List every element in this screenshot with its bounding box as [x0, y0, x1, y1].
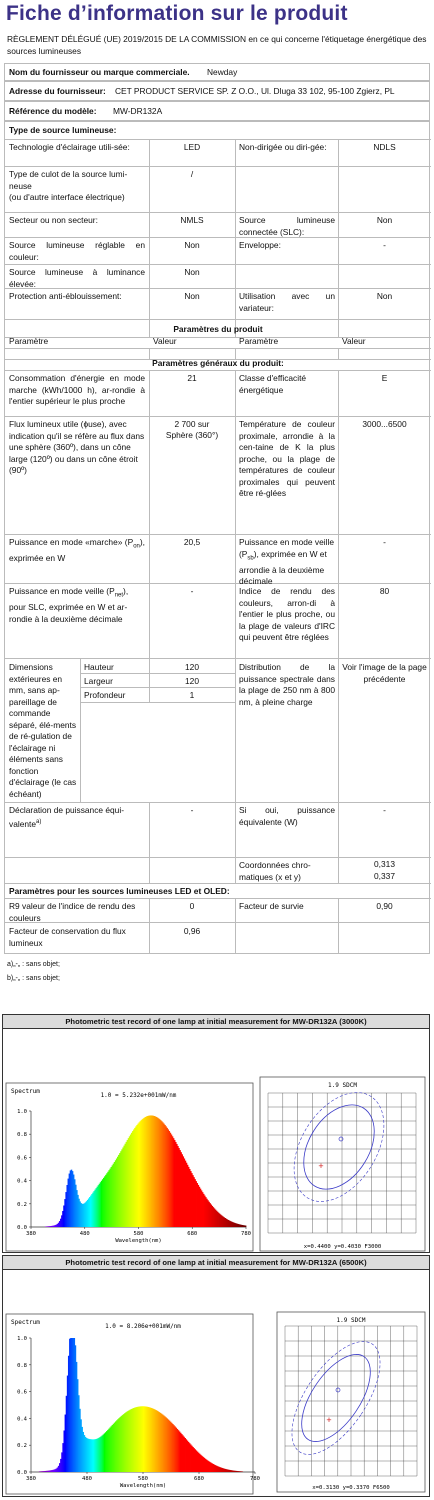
- product-params-header: Paramètres du produit: [173, 324, 263, 334]
- y-tick-label: 1.0: [17, 1109, 27, 1115]
- model-row: [4, 101, 430, 121]
- footnote-a: a)„-„ : sans objet;: [7, 961, 60, 968]
- width-value: 120: [185, 676, 199, 686]
- height-value: 120: [185, 662, 199, 672]
- regulation-text: RÈGLEMENT DÉLÉGUÉ (UE) 2019/2015 DE LA COMMISSION en ce qui concerne l'étiquetage énergétique des sources lumineuses: [7, 34, 427, 56]
- photometric-title: Photometric test record of one lamp at initial measurement for MW-DR132A (6500K): [3, 1256, 429, 1270]
- sdcm-frame: [260, 1077, 425, 1251]
- tunable-label: Source lumineuse réglable en couleur:: [9, 240, 145, 262]
- anti-glare-label: Protection anti-éblouissement:: [9, 291, 122, 301]
- sdcm-label: 1.9 SDCM: [328, 1082, 357, 1089]
- networked-standby-label: Puissance en mode veille $(P_{net})$, pour SLC, exprimée en W et ar-rondie à la deuxième décimale: [9, 586, 129, 624]
- col-param-1: Paramètre: [9, 336, 49, 346]
- address-row: [4, 81, 430, 101]
- luminous-flux-label: Flux lumineux utile (ɸuse), avec indication qu'il se réfère au flux dans une sphère (360º), dans un cône large (120º) ou dans un cône étroit (90º): [9, 419, 145, 475]
- cap-type-value: /: [190, 169, 194, 179]
- lumen-maintenance-label: Facteur de conservation du flux lumineux: [9, 926, 126, 948]
- cct-label: Température de couleur proximale, arrondie à la cen-taine de K la plus proche, ou la plage de températures de couleur proximales qui peuvent être ré-glées: [239, 419, 335, 498]
- y-tick-label: 0.2: [17, 1201, 27, 1208]
- cct-value: 3000...6500: [362, 419, 407, 429]
- anti-glare-value: Non: [184, 291, 200, 301]
- col-value-2: Valeur: [342, 336, 366, 346]
- y-tick-label: 0.2: [17, 1443, 27, 1450]
- efficiency-class-value: E: [381, 373, 388, 383]
- y-tick-label: 0.8: [17, 1362, 27, 1369]
- luminous-flux-value-1: 2 700 sur: [174, 419, 210, 429]
- equivalent-watt-value: -: [383, 805, 386, 815]
- y-tick-label: 0.6: [17, 1389, 27, 1396]
- photometric-record-6500k: [2, 1255, 430, 1497]
- footnote-b: b)„-„ : sans objet;: [7, 975, 60, 982]
- luminous-flux-value-2: Sphère (360°): [165, 430, 219, 440]
- lumen-maintenance-value: 0,96: [183, 926, 201, 936]
- photometric-graphic: [3, 1270, 431, 1496]
- sdcm-ellipse-outer: [275, 1327, 397, 1468]
- x-tick-label: 780: [241, 1231, 251, 1237]
- x-axis-label: Wavelength(nm): [115, 1238, 162, 1244]
- consumption-value: 21: [187, 373, 197, 383]
- x-tick-label: 580: [138, 1476, 148, 1482]
- survival-factor-value: 0,90: [376, 901, 393, 911]
- col-param-2: Paramètre: [239, 336, 279, 346]
- width-label: Largeur: [84, 676, 113, 686]
- consumption-label: Consommation d'énergie en mode marche (kWh/1000 h), ar-rondie à l'entier supérieur le plus proche: [9, 373, 145, 406]
- chromaticity-x: 0,313: [374, 859, 395, 869]
- supplier-row: [4, 63, 430, 81]
- page-title: Fiche d’information sur le produit: [6, 2, 348, 25]
- supplier-label: Nom du fournisseur ou marque commerciale.: [9, 67, 190, 77]
- target-point: [336, 1388, 340, 1392]
- spectrum-bar: [245, 1226, 246, 1227]
- mains-value: NMLS: [180, 215, 204, 225]
- networked-standby-value: -: [190, 586, 194, 596]
- supplier-value: Newday: [207, 67, 238, 77]
- tunable-value: Non: [184, 240, 200, 250]
- sdcm-label: 1.9 SDCM: [336, 1317, 366, 1324]
- standby-power-value: -: [383, 537, 386, 547]
- spectral-distribution-value: Voir l'image de la page précédente: [342, 662, 427, 684]
- normalization-label: 1.0 = 8.206e+001mW/nm: [105, 1323, 181, 1330]
- photometric-title: Photometric test record of one lamp at initial measurement for MW-DR132A (3000K): [3, 1015, 429, 1029]
- general-params-header: Paramètres généraux du produit:: [152, 358, 284, 368]
- equivalent-power-label: Déclaration de puissance équi-valente$^{a)}$: [9, 805, 124, 829]
- r9-value: 0: [189, 901, 195, 911]
- address-label: Adresse du fournisseur:: [9, 86, 106, 96]
- depth-label: Profondeur: [84, 690, 126, 700]
- dimmer-value: Non: [376, 291, 393, 301]
- measured-point: +: [318, 1161, 324, 1171]
- axis-title: Spectrum: [11, 1088, 40, 1095]
- standby-power-label: Puissance en mode veille $(P_{sb})$, exprimée en W et arrondie à la deuxième décimale: [239, 537, 334, 587]
- y-tick-label: 0.4: [17, 1416, 27, 1423]
- on-mode-power-value: 20,5: [183, 537, 201, 547]
- parameters-table: [4, 121, 430, 923]
- cap-type-note: (ou d'autre interface électrique): [9, 192, 125, 202]
- coordinates-label: x=0.4400 y=0.4030 F3000: [303, 1244, 382, 1250]
- spectrum-bar: [242, 1471, 244, 1472]
- model-value: MW-DR132A: [113, 106, 163, 116]
- chromaticity-label: Coordonnées chro-matiques (x et y): [239, 860, 311, 882]
- x-axis-label: Wavelength(nm): [119, 1483, 167, 1489]
- target-point: [339, 1137, 343, 1141]
- y-tick-label: 0.0: [17, 1470, 27, 1476]
- normalization-label: 1.0 = 5.232e+001mW/nm: [100, 1092, 177, 1099]
- on-mode-power-label: Puissance en mode «marche» $(P_{on})$, exprimée en W: [9, 537, 145, 564]
- height-label: Hauteur: [84, 662, 114, 672]
- source-type-header: Type de source lumineuse:: [9, 125, 117, 135]
- coordinates-label: x=0.3130 y=0.3370 F6500: [312, 1485, 390, 1491]
- cri-label: Indice de rendu des couleurs, arron-di à l'entier le plus proche, ou la plage de valeurs d'IRC qui peuvent être réglées: [239, 586, 335, 642]
- axis-title: Spectrum: [11, 1319, 40, 1326]
- depth-value: 1: [189, 690, 195, 700]
- x-tick-label: 680: [187, 1231, 198, 1237]
- photometric-record-3000k: [2, 1014, 430, 1253]
- sdcm-ellipse-outer: [276, 1076, 403, 1217]
- model-label: Référence du modèle:: [9, 106, 97, 116]
- cap-type-label: Type de culot de la source lumi-neuse: [9, 169, 128, 191]
- chromaticity-y: 0,337: [374, 871, 395, 881]
- high-luminance-value: Non: [184, 267, 200, 277]
- address-value: CET PRODUCT SERVICE SP. Z O.O., Ul. Dluga 33 102, 95-100 Zgierz, PL: [115, 86, 395, 96]
- directional-value: NDLS: [373, 142, 396, 152]
- x-tick-label: 380: [26, 1231, 36, 1237]
- led-params-header: Paramètres pour les sources lumineuses LED et OLED:: [9, 886, 230, 896]
- spectral-distribution-label: Distribution de la puissance spectrale dans la plage de 250 nm à 800 nm, à pleine charge: [239, 662, 335, 707]
- lumen-maintenance-row: [4, 923, 430, 954]
- y-tick-label: 0.8: [17, 1132, 27, 1139]
- x-tick-label: 380: [26, 1476, 36, 1482]
- y-tick-label: 0.0: [17, 1225, 27, 1231]
- dimensions-label: Dimensions extérieures en mm, sans ap-pareillage de commande séparé, élé-ments de ré-gulation de l'éclairage ni éléments sans fonction d'éclairage (le cas échéant): [9, 662, 77, 799]
- y-tick-label: 1.0: [17, 1336, 27, 1342]
- y-tick-label: 0.4: [17, 1178, 27, 1185]
- col-value-1: Valeur: [153, 336, 177, 346]
- envelope-value: -: [383, 240, 386, 250]
- equivalent-watt-label: Si oui, puissance équivalente (W): [239, 805, 335, 827]
- efficiency-class-label: Classe d'efficacité énergétique: [239, 373, 307, 395]
- envelope-label: Enveloppe:: [239, 240, 281, 250]
- survival-factor-label: Facteur de survie: [239, 901, 304, 911]
- r9-label: R9 valeur de l'indice de rendu des couleurs: [9, 901, 136, 923]
- cri-value: 80: [379, 586, 390, 596]
- connected-value: Non: [376, 215, 393, 225]
- technology-label: Technologie d'éclairage utili-sée:: [9, 142, 130, 152]
- sdcm-ellipse: [289, 1092, 389, 1202]
- sdcm-ellipse: [288, 1343, 384, 1453]
- measured-point: +: [326, 1415, 332, 1425]
- x-tick-label: 480: [82, 1476, 92, 1482]
- high-luminance-label: Source lumineuse à luminance élevée:: [9, 267, 145, 289]
- x-tick-label: 680: [194, 1476, 204, 1482]
- dimmer-label: Utilisation avec un variateur:: [239, 291, 335, 313]
- photometric-graphic: [3, 1029, 431, 1253]
- x-tick-label: 780: [250, 1476, 260, 1482]
- equivalent-power-value: -: [190, 805, 194, 815]
- directional-label: Non-dirigée ou diri-gée:: [239, 142, 327, 152]
- x-tick-label: 580: [133, 1231, 144, 1237]
- connected-label: Source lumineuse connectée (SLC):: [239, 215, 335, 237]
- technology-value: LED: [183, 142, 201, 152]
- x-tick-label: 480: [79, 1231, 90, 1237]
- mains-label: Secteur ou non secteur:: [9, 215, 98, 225]
- y-tick-label: 0.6: [17, 1155, 27, 1162]
